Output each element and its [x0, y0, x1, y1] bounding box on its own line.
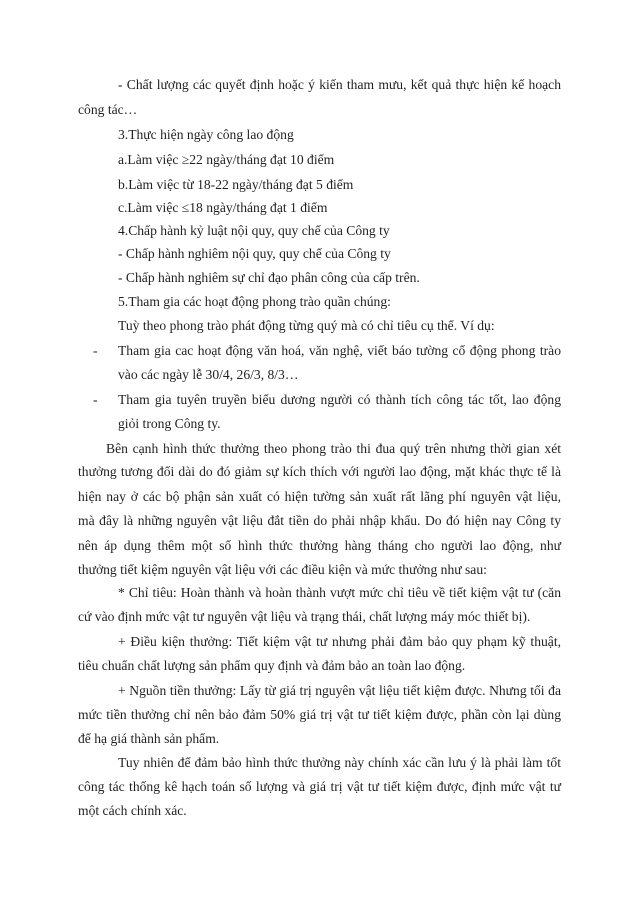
text-line: c.Làm việc ≤18 ngày/tháng đạt 1 điểm	[118, 200, 328, 215]
paragraph-line: tiêu chuẩn chất lượng sản phẩm quy định và đảm bảo an toàn lao động.	[78, 658, 466, 673]
paragraph-line: công tác thống kê hạch toán số lượng và giá trị vật tư tiết kiệm được, định mức vật tư	[78, 779, 561, 794]
bullet-dash: -	[93, 343, 98, 358]
bullet-text-line: Tham gia cac hoạt động văn hoá, văn nghệ, viết báo tường cổ động phong trào	[118, 343, 561, 358]
paragraph-line: hiện nay ở các bộ phận sản xuất có hiện tường sản xuất rất lãng phí nguyên vật liệu,	[78, 489, 561, 504]
paragraph-line: + Nguồn tiền thưởng: Lấy từ giá trị nguyên vật liệu tiết kiệm được. Nhưng tối đa	[118, 683, 561, 698]
paragraph-line: Bên cạnh hình thức thưởng theo phong trào thi đua quý trên nhưng thời gian xét	[106, 441, 561, 456]
paragraph-line: Tuy nhiên để đảm bảo hình thức thưởng này chính xác cần lưu ý là phải làm tốt	[118, 755, 561, 770]
text-line: b.Làm việc từ 18-22 ngày/tháng đạt 5 điểm	[118, 177, 354, 192]
paragraph-line: để hạ giá thành sản phẩm.	[78, 731, 220, 746]
text-line: công tác…	[78, 102, 138, 117]
text-line: - Chấp hành nghiêm nội quy, quy chế của Công ty	[118, 246, 391, 261]
bullet-text-line: giỏi trong Công ty.	[118, 416, 221, 431]
section-heading: 5.Tham gia các hoạt động phong trào quần chúng:	[118, 294, 391, 309]
bullet-dash: -	[93, 392, 98, 407]
paragraph-line: mức tiền thưởng chỉ nên bảo đảm 50% giá trị vật tư tiết kiệm được, phần còn lại dùng	[78, 707, 561, 722]
paragraph-line: cứ vào định mức vật tư nguyên vật liệu và trạng thái, chất lượng máy móc thiết bị).	[78, 609, 531, 624]
section-heading: 3.Thực hiện ngày công lao động	[118, 127, 294, 142]
bullet-text-line: Tham gia tuyên truyền biểu dương người có thành tích công tác tốt, lao động	[118, 392, 561, 407]
text-line: a.Làm việc ≥22 ngày/tháng đạt 10 điểm	[118, 152, 335, 167]
paragraph-line: thưởng tương đối dài do đó giảm sự kích thích với người lao động, mặt khác thực tế là	[78, 464, 561, 479]
paragraph-line: + Điều kiện thưởng: Tiết kiệm vật tư nhưng phải đảm bảo quy phạm kỹ thuật,	[118, 634, 561, 649]
paragraph-line: * Chỉ tiêu: Hoàn thành và hoàn thành vượt mức chỉ tiêu về tiết kiệm vật tư (căn	[118, 585, 561, 600]
paragraph-line: nên áp dụng thêm một số hình thức thưởng hàng tháng cho người lao động, như	[78, 538, 561, 553]
text-line: - Chất lượng các quyết định hoặc ý kiến tham mưu, kết quả thực hiện kế hoạch	[118, 77, 561, 92]
section-heading: 4.Chấp hành kỷ luật nội quy, quy chế của Công ty	[118, 223, 390, 238]
bullet-text-line: vào các ngày lễ 30/4, 26/3, 8/3…	[118, 367, 299, 382]
paragraph-line: thưởng tiết kiệm nguyên vật liệu với các điều kiện và mức thưởng như sau:	[78, 562, 487, 577]
text-line: Tuỳ theo phong trào phát động từng quý mà có chỉ tiêu cụ thể. Ví dụ:	[118, 318, 495, 333]
paragraph-line: một cách chính xác.	[78, 803, 187, 818]
paragraph-line: mà đây là những nguyên vật liệu đắt tiền do phải nhập khẩu. Do đó hiện nay Công ty	[78, 513, 561, 528]
text-line: - Chấp hành nghiêm sự chỉ đạo phân công của cấp trên.	[118, 270, 420, 285]
